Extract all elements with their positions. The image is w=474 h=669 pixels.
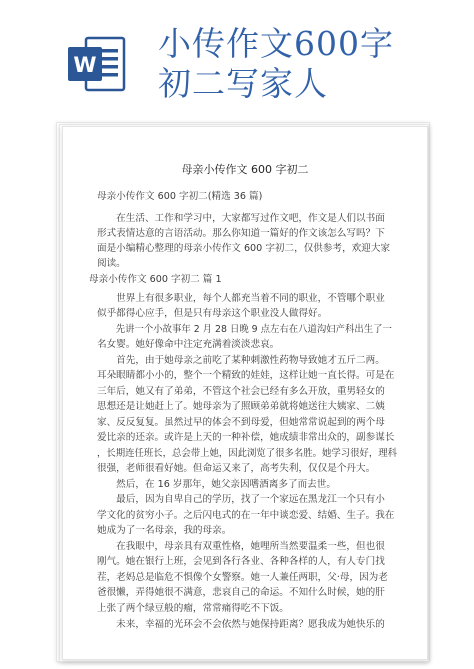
body-line: 母亲小传作文 600 字初二(精选 36 篇) <box>97 191 263 202</box>
body-line: 在生活、工作和学习中，大家都写过作文吧，作文是人们以书面 <box>97 213 385 224</box>
word-icon-letter: W <box>73 53 97 77</box>
body-line: 爸很懒，弄得她很不满意，悲哀自己的命运。不知什么时候，她的肝 <box>97 587 385 598</box>
body-line: 世界上有很多职业，每个人都充当着不同的职业，不管哪个职业 <box>97 293 385 304</box>
word-document-icon <box>66 34 126 94</box>
body-line: 她成为了一名母亲，我的母亲。 <box>97 525 232 536</box>
body-line: 未来，幸福的光环会不会依然与她保持距离？愿我成为她快乐的 <box>97 619 385 630</box>
body-line: 上张了两个绿豆般的瘤，常常痛得吃不下饭。 <box>97 603 289 614</box>
body-line: 爱比亲的还亲。或许是上天的一种补偿，她成绩非常出众的，副参谋长 <box>97 432 395 443</box>
body-line: 在我眼中，母亲具有双重性格，她哩所当然要温柔一些，但也很 <box>97 541 385 552</box>
body-line: 先讲一个小故事年 2 月 28 日晚 9 点左右在八道沟妇产科出生了一 <box>97 324 392 335</box>
body-line: 最后，因为自卑自己的学历，找了一个家远在黑龙江一个只有小 <box>97 494 385 505</box>
body-line: 茬，老妈总是临危不惧像个女警察。她一人兼任两职，父·母，因为老 <box>97 572 388 583</box>
title-banner <box>0 0 474 112</box>
body-line: 似乎都得心应手，但是只有母亲这个职业没人做得好。 <box>97 308 328 319</box>
body-line: 首先，由于她母亲之前吃了某种刺激性药物导致她才五斤二两。 <box>97 355 385 366</box>
body-line: 耳朵眼睛都小小的，整个一个精致的娃娃，这样让她一直长得。可是在 <box>97 370 395 381</box>
body-line: 很强，老师很看好她。但命运又来了，高考失利，仅仅是个丹大。 <box>97 463 376 474</box>
body-line: 形式表情达意的言语活动。那么你知道一篇好的作文该怎么写吗？下 <box>97 228 385 239</box>
document-page <box>62 126 428 660</box>
body-line: ，长期连任班长，总会带上她，因此浏览了很多名胜。她学习很好，理科 <box>97 448 398 459</box>
body-line: 刚气。她在银行上班，会见到各行各业、各种各样的人，有人专门找 <box>97 556 385 567</box>
body-line: 三年后，她又有了弟弟，不管这个社会已经有多么开放，重男轻女的 <box>97 386 385 397</box>
body-line: 学文化的贫穷小子。之后闪电式的在一年中谈恋爱、结婚、生子。我在 <box>97 510 395 521</box>
body-line: 面是小编精心整理的母亲小传作文 600 字初二，仅供参考，欢迎大家 <box>97 243 391 254</box>
body-line: 阅读。 <box>97 258 126 269</box>
body-line: 家、反反复复。虽然过早的体会不到母爱，但她常常说起到的两个母 <box>97 417 385 428</box>
banner-title-line1: 小传作文600字 <box>158 24 394 63</box>
banner-title <box>158 24 394 104</box>
banner-title-line2: 初二写家人 <box>158 64 328 103</box>
body-line: 名女婴。她好像命中注定充满着淡淡悲哀。 <box>97 339 280 350</box>
body-line: 思想还是让她赶上了。她母亲为了照顾弟弟就将她送往大姨家、二姨 <box>97 401 385 412</box>
body-line: 然后，在 16 岁那年，她父亲因嗜酒离多了而去世。 <box>97 479 336 490</box>
document-title: 母亲小传作文 600 字初二 <box>181 163 309 176</box>
section-heading: 母亲小传作文 600 字初二 篇 1 <box>89 274 222 285</box>
